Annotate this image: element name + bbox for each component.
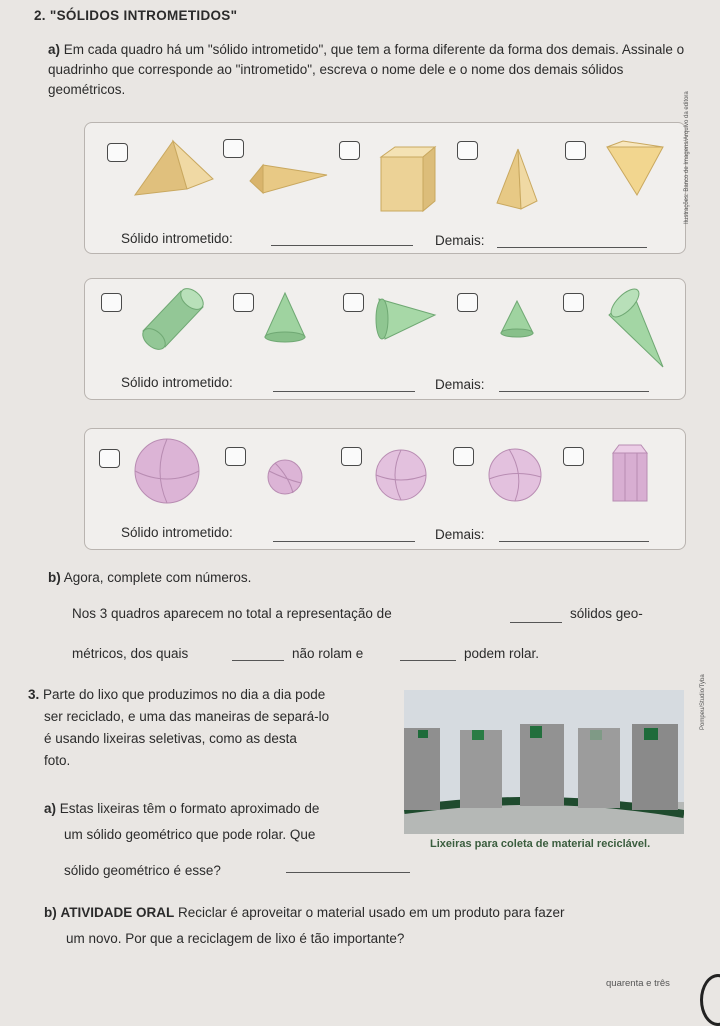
intrometido-label-3: Sólido intrometido: <box>121 525 233 540</box>
part-a-text: Em cada quadro há um "sólido intrometido", que tem a forma diferente da forma dos demais. Assinale o quadrinho que corresponde ao "intrometido", escreva o nome dele e o nome dos demais sólidos geométricos. <box>48 42 685 97</box>
intrometido-label-2: Sólido intrometido: <box>121 375 233 390</box>
part-b-line-2-start: métricos, dos quais <box>72 646 189 661</box>
solids-box-2 <box>84 278 686 400</box>
question-3-intro <box>28 684 329 772</box>
rolling-answer[interactable] <box>400 660 456 661</box>
demais-answer-1[interactable] <box>497 247 647 248</box>
page-number-label: quarenta e três <box>606 978 670 989</box>
sphere-small-icon <box>268 460 302 494</box>
recycling-bins-image <box>404 690 684 834</box>
q3-part-b-title: ATIVIDADE ORAL <box>60 905 175 920</box>
demais-answer-3[interactable] <box>499 541 649 542</box>
intrometido-answer-1[interactable] <box>271 245 413 246</box>
part-b-title: Agora, complete com números. <box>63 570 252 585</box>
q3-part-a-line-1: Estas lixeiras têm o formato aproximado de <box>59 801 320 816</box>
intrometido-label-1: Sólido intrometido: <box>121 231 233 246</box>
demais-label-2: Demais: <box>435 377 485 392</box>
part-b-prefix: b) <box>48 570 61 585</box>
recycling-bins-photo <box>404 690 684 834</box>
cone-small-icon <box>501 301 533 337</box>
solids-box-1 <box>84 122 686 254</box>
part-b-line-1-start: Nos 3 quadros aparecem no total a representação de <box>72 606 392 621</box>
pyramid-inverted-icon <box>607 147 663 195</box>
demais-label-3: Demais: <box>435 527 485 542</box>
total-solids-answer[interactable] <box>510 622 562 623</box>
q3-part-b-prefix: b) <box>44 905 57 920</box>
pyramid-lying-icon <box>263 165 327 193</box>
cone-tilted-icon <box>607 285 663 367</box>
cylinder-icon <box>139 285 207 354</box>
illustration-credit: Ilustrações: Banco de Imagens/Arquivo da editora <box>684 91 690 224</box>
bin-1-icon <box>404 728 440 810</box>
bin-2-icon <box>460 730 502 808</box>
prism-icon <box>381 157 423 211</box>
cone-lying-icon <box>376 299 435 339</box>
prism-hexagonal-icon <box>613 445 647 501</box>
bin-4-icon <box>578 728 620 808</box>
q3-intro-line-1: Parte do lixo que produzimos no dia a dia pode <box>43 687 326 702</box>
q3-intro-line-4: foto. <box>44 753 71 768</box>
part-a-prefix: a) <box>48 42 61 57</box>
intrometido-answer-2[interactable] <box>273 391 415 392</box>
q3-intro-line-2: ser reciclado, e uma das maneiras de separá-lo <box>44 709 330 724</box>
solids-box-3 <box>84 428 686 550</box>
demais-answer-2[interactable] <box>499 391 649 392</box>
question-3b <box>44 900 694 952</box>
bin-3-icon <box>520 724 564 806</box>
question-3a <box>44 796 319 884</box>
sphere-medium-icon <box>376 450 426 500</box>
question-2-title: 2. "SÓLIDOS INTROMETIDOS" <box>34 8 238 23</box>
q3-part-b-text-2: um novo. Por que a reciclagem de lixo é tão importante? <box>66 931 405 946</box>
rolling-solid-answer[interactable] <box>286 872 410 873</box>
question-3-number: 3. <box>28 687 40 702</box>
intrometido-answer-3[interactable] <box>273 541 415 542</box>
part-b-line-1-end: sólidos geo- <box>570 606 643 621</box>
sphere-icon <box>135 439 199 503</box>
page-corner-mark <box>700 974 720 1026</box>
part-b-line-2-mid: não rolam e <box>292 646 364 661</box>
q3-part-a-line-3: sólido geométrico é esse? <box>64 863 221 878</box>
sphere-large-icon <box>489 449 541 501</box>
photo-caption: Lixeiras para coleta de material reciclável. <box>430 838 651 850</box>
pyramid-tall-icon <box>497 149 521 209</box>
q3-intro-line-3: é usando lixeiras seletivas, como as desta <box>44 731 297 746</box>
bin-5-icon <box>632 724 678 810</box>
photo-credit: Pompeu/Studio/Tyba <box>700 674 706 730</box>
non-rolling-answer[interactable] <box>232 660 284 661</box>
part-b-line-2-end: podem rolar. <box>464 646 540 661</box>
demais-label-1: Demais: <box>435 233 485 248</box>
q3-part-a-prefix: a) <box>44 801 57 816</box>
question-2b-title <box>48 568 251 588</box>
q3-part-b-text-1: Reciclar é aproveitar o material usado em um produto para fazer <box>178 905 565 920</box>
question-2a-statement <box>48 40 688 100</box>
q3-part-a-line-2: um sólido geométrico que pode rolar. Que <box>64 827 316 842</box>
cone-icon <box>265 293 305 342</box>
